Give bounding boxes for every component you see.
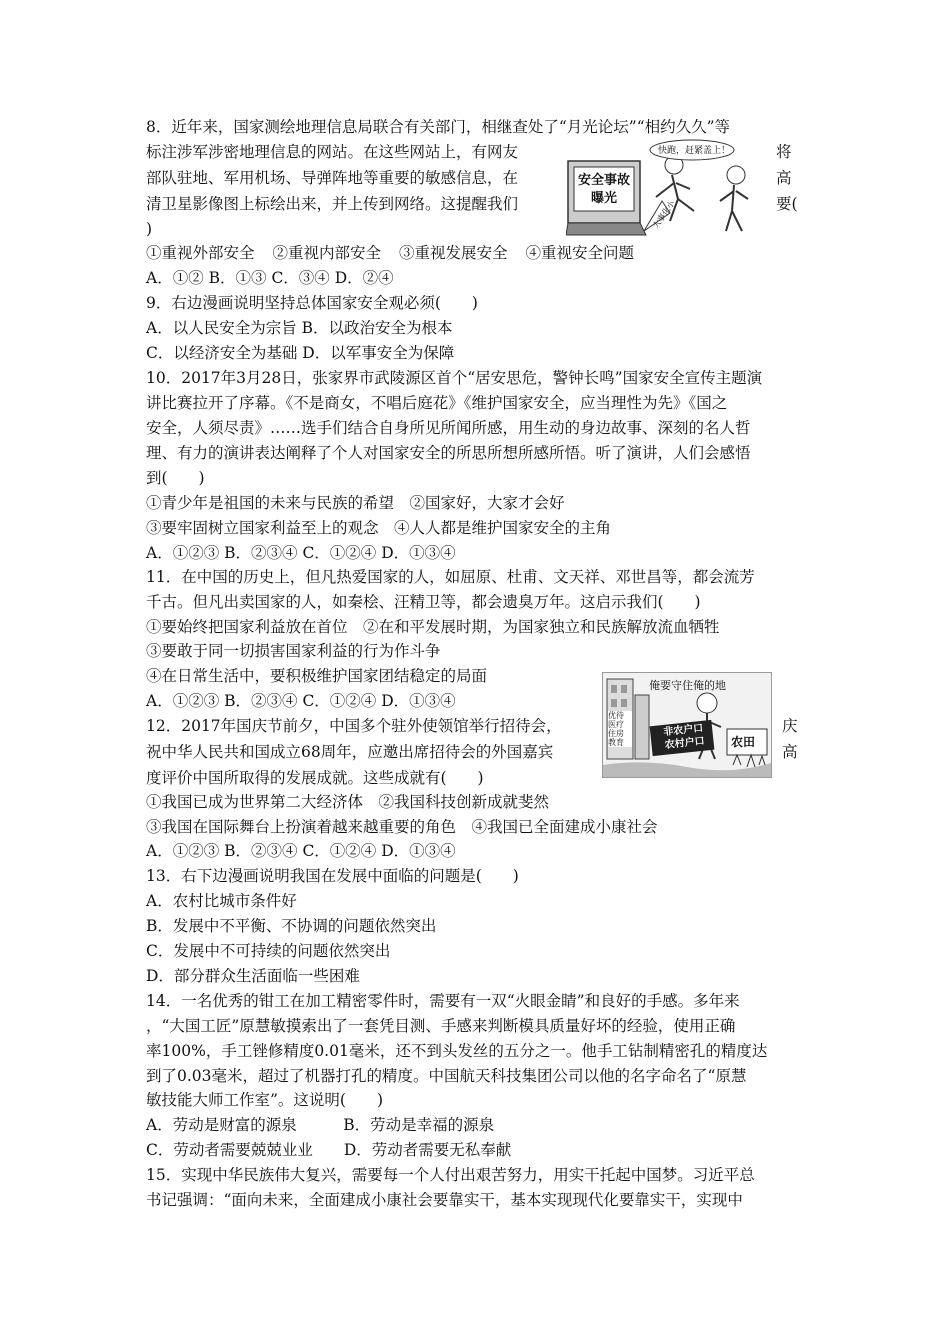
q14-options-ab: A．劳动是财富的源泉 B．劳动是幸福的源泉 (146, 1116, 495, 1134)
q11-options-12: ①要始终把国家利益放在首位 ②在和平发展时期，为国家独立和民族解放流血牺牲 (146, 618, 720, 636)
q13-option-d: D．部分群众生活面临一些困难 (146, 967, 360, 985)
q9-options-cd: C．以经济安全为基础 D．以军事安全为保障 (146, 344, 455, 362)
q11-line1: 11．在中国的历史上，但凡热爱国家的人，如屈原、杜甫、文天祥、邓世昌等，都会流芳 (146, 568, 755, 586)
q8-line4: 清卫星影像图上标绘出来，并上传到网络。这提醒我们 (146, 195, 519, 213)
q10-line4: 理、有力的演讲表达阐释了个人对国家安全的所思所想所感所悟。听了演讲，人们会感悟 (146, 444, 751, 462)
q12-line1: 12．2017年国庆节前夕，中国多个驻外使领馆举行招待会， (146, 717, 562, 735)
cartoon-sign-text: 安全事故曝光 (577, 173, 630, 206)
q14-line3: 率100%，手工锉修精度0.01毫米，还不到头发丝的五分之一。他手工钻制精密孔的精度达 (146, 1042, 768, 1060)
q14-line2: ，“大国工匠”原慧敏摸索出了一套凭目测、手感来判断模具质量好坏的经验，使用正确 (146, 1017, 736, 1035)
q12-options-34: ③我国在国际舞台上扮演着越来越重要的角色 ④我国已全面建成小康社会 (146, 818, 658, 836)
q10-line3: 安全，人须尽责》……选手们结合自身所见所闻所感，用生动的身边故事、深刻的名人哲 (146, 419, 751, 437)
q9-options-ab: A．以人民安全为宗旨 B．以政治安全为根本 (146, 319, 453, 337)
q8-line3: 部队驻地、军用机场、导弹阵地等重要的敏感信息，在 (146, 169, 519, 187)
cartoon-cover-label: 大事化小 (651, 198, 677, 231)
q10-options-12: ①青少年是祖国的未来与民族的希望 ②国家好，大家才会好 (146, 494, 565, 512)
q13-option-c: C．发展中不可持续的问题依然突出 (146, 942, 391, 960)
q14-line5: 敏技能大师工作室”。这说明( ) (146, 1091, 384, 1109)
q10-line1: 10．2017年3月28日，张家界市武陵源区首个“居安思危，警钟长鸣”国家安全宣传主题演 (146, 369, 763, 387)
q14-line4: 到了0.03毫米，超过了机器打孔的精度。中国航天科技集团公司以他的名字命名了“原慧 (146, 1067, 747, 1085)
q8-option-3: ③重视发展安全 (399, 244, 508, 262)
cartoon-speech-bubble: 快跑，赶紧盖上！ (658, 146, 731, 156)
cartoon-field-label: 农田 (731, 735, 756, 749)
q11-option-4: ④在日常生活中，要积极维护国家团结稳定的局面 (146, 667, 488, 685)
q8-option-4: ④重视安全问题 (525, 244, 635, 262)
q12-options-12: ①我国已成为世界第二大经济体 ②我国科技创新成就斐然 (146, 793, 550, 811)
q10-line5: 到( ) (146, 469, 205, 487)
cartoon-household-registration (602, 672, 772, 778)
cartoon-caption: 俺要守住俺的地 (649, 679, 726, 692)
q10-options-34: ③要牢固树立国家利益至上的观念 ④人人都是维护国家安全的主角 (146, 519, 612, 537)
q11-line2: 千古。但凡出卖国家的人，如秦桧、汪精卫等，都会遗臭万年。这启示我们( ) (146, 593, 701, 611)
q13-stem: 13．右下边漫画说明我国在发展中面临的问题是( ) (146, 867, 519, 885)
cartoon-safety-cover-up (566, 139, 770, 239)
q8-line1: 8．近年来，国家测绘地理信息局联合有关部门，相继查处了“月光论坛”“相约久久”等 (146, 118, 731, 136)
q13-option-a: A．农村比城市条件好 (146, 892, 297, 910)
q8-line4-tail: 要( (776, 195, 798, 213)
q12-line1-tail: 庆 (782, 717, 798, 735)
q11-answers: A．①②③ B．②③④ C．①②④ D．①③④ (146, 692, 456, 710)
q13-option-b: B．发展中不平衡、不协调的问题依然突出 (146, 917, 437, 935)
q10-answers: A．①②③ B．②③④ C．①②④ D．①③④ (146, 544, 456, 562)
q8-answers: A．①② B．①③ C．③④ D．②④ (146, 269, 394, 287)
q8-line2: 标注涉军涉密地理信息的网站。在这些网站上，有网友 (146, 143, 519, 161)
q14-options-cd: C．劳动者需要兢兢业业 D．劳动者需要无私奉献 (146, 1141, 512, 1159)
q15-line1: 15．实现中华民族伟大复兴，需要每一个人付出艰苦努力，用实干托起中国梦。习近平总 (146, 1166, 755, 1184)
q8-options (146, 242, 634, 264)
q11-option-3: ③要敢于同一切损害国家利益的行为作斗争 (146, 642, 441, 660)
q10-line2: 讲比赛拉开了序幕。《不是商女，不唱后庭花》《维护国家安全，应当理性为先》《国之 (146, 394, 728, 412)
q9-stem: 9．右边漫画说明坚持总体国家安全观必须( ) (146, 294, 478, 312)
cartoon-side-label: 优待 医疗 住房 教育 (608, 711, 632, 747)
q8-option-2: ②重视内部安全 (272, 244, 382, 262)
cartoon-board-label: 非农户口 农村户口 (662, 722, 706, 752)
q8-line5: ) (146, 220, 153, 238)
q8-line2-tail: 将 (776, 143, 792, 161)
q12-line2: 祝中华人民共和国成立68周年，应邀出席招待会的外国嘉宾 (146, 743, 554, 761)
q15-line2: 书记强调：“面向未来，全面建成小康社会要靠实干，基本实现现代化要靠实干，实现中 (146, 1191, 743, 1209)
q12-line3: 度评价中国所取得的发展成就。这些成就有( ) (146, 769, 484, 787)
q12-answers: A．①②③ B．②③④ C．①②④ D．①③④ (146, 842, 456, 860)
q14-line1: 14．一名优秀的钳工在加工精密零件时，需要有一双“火眼金睛”和良好的手感。多年来 (146, 992, 740, 1010)
q12-line2-tail: 高 (782, 743, 798, 761)
q8-option-1: ①重视外部安全 (146, 244, 255, 262)
q8-line3-tail: 高 (776, 169, 792, 187)
